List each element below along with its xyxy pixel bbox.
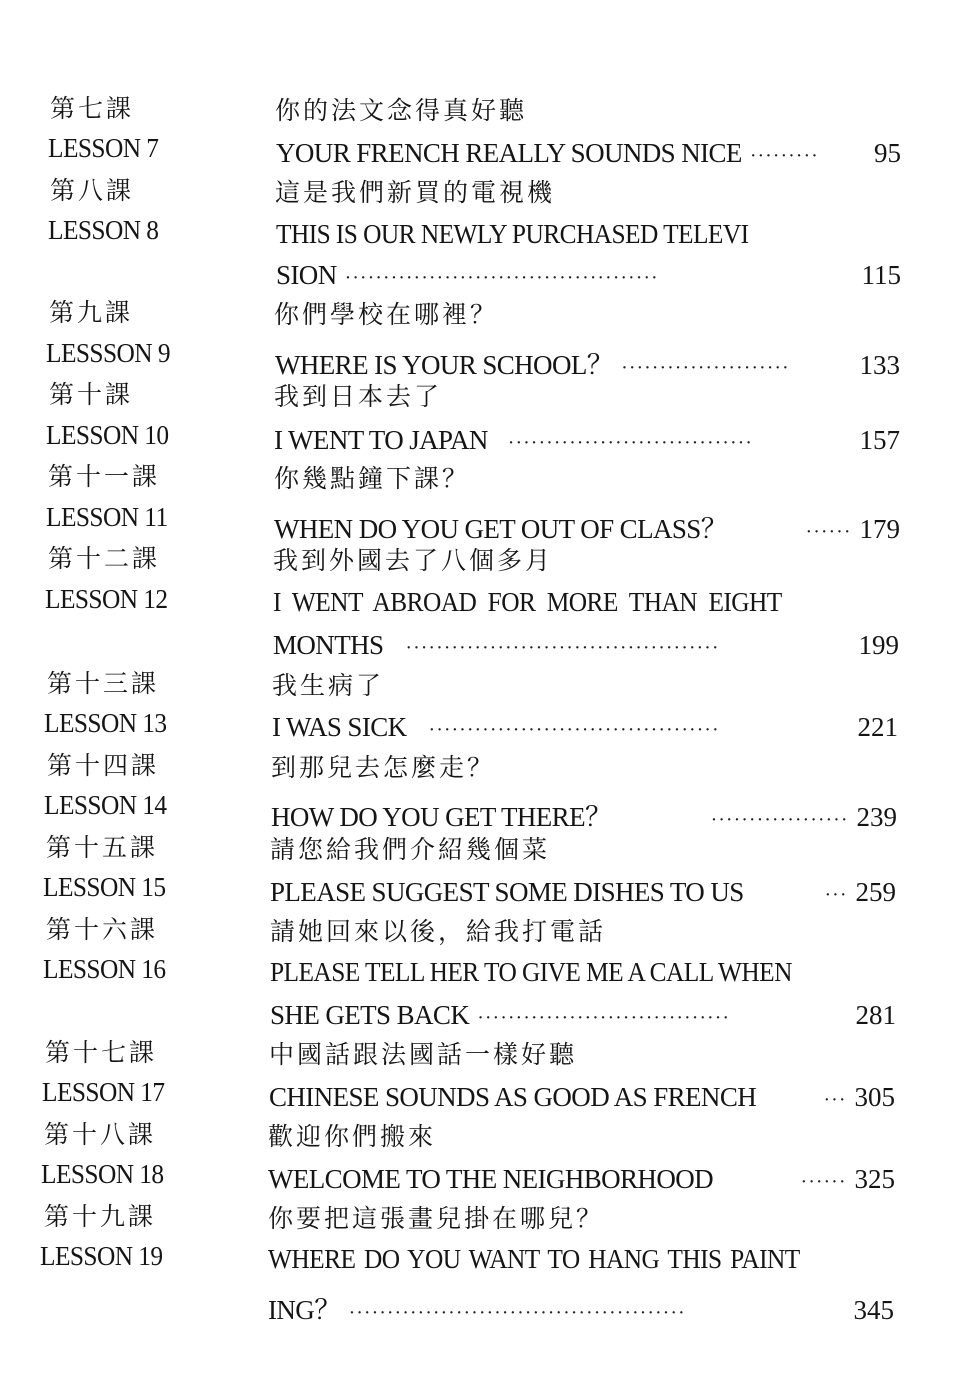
leader-dots: ······································ — [428, 719, 720, 741]
leader-dots: ······ — [800, 1171, 847, 1193]
lesson-cn-label: 第十九課 — [44, 1202, 157, 1231]
toc-entry-row[interactable] — [274, 507, 900, 546]
lesson-en-label: LESSON 15 — [43, 872, 166, 902]
leader-dots: ··· — [823, 1089, 847, 1111]
page-number: 133 — [859, 350, 900, 380]
lesson-cn-title: 歡迎你們搬來 — [268, 1122, 437, 1151]
lesson-en-label: LESSON 18 — [41, 1159, 164, 1189]
lesson-en-title: PLEASE SUGGEST SOME DISHES TO US — [270, 877, 744, 907]
lesson-en-title: I WENT TO JAPAN — [274, 425, 488, 455]
leader-dots: ··· — [824, 884, 848, 906]
lesson-en-title: CHINESE SOUNDS AS GOOD AS FRENCH — [269, 1082, 757, 1112]
lesson-cn-label: 第十四課 — [47, 751, 160, 780]
leader-dots: ································· — [477, 1007, 731, 1029]
page-number: 95 — [874, 138, 901, 168]
page-number: 157 — [859, 425, 900, 455]
leader-dots: ········································· — [405, 637, 720, 659]
lesson-en-label: LESSON 7 — [48, 133, 159, 163]
lesson-en-title: WELCOME TO THE NEIGHBORHOOD — [268, 1164, 714, 1194]
toc-entry-row[interactable] — [270, 1000, 896, 1031]
page-number: 221 — [857, 712, 898, 742]
lesson-cn-title: 請她回來以後，給我打電話 — [270, 917, 607, 946]
lesson-en-title: PLEASE TELL HER TO GIVE ME A CALL WHEN — [270, 957, 792, 987]
lesson-cn-label: 第十課 — [49, 380, 134, 409]
lesson-cn-label: 第十五課 — [46, 833, 159, 862]
lesson-cn-title: 你要把這張畫兒掛在哪兒？ — [268, 1204, 605, 1233]
lesson-cn-title: 你們學校在哪裡？ — [274, 300, 499, 329]
lesson-cn-title: 我到日本去了 — [274, 382, 443, 411]
lesson-cn-title: 我到外國去了八個多月 — [273, 546, 554, 575]
page-number: 345 — [853, 1295, 894, 1325]
lesson-cn-label: 第十二課 — [48, 544, 161, 573]
lesson-en-label: LESSON 14 — [44, 790, 167, 820]
lesson-en-title: WHEN DO YOU GET OUT OF CLASS？ — [274, 514, 728, 544]
leader-dots: ································ — [507, 432, 753, 454]
toc-entry-row[interactable] — [276, 260, 901, 291]
toc-entry-row[interactable] — [269, 1082, 895, 1113]
lesson-en-label: LESSON 10 — [46, 420, 169, 450]
page-number: 115 — [861, 260, 901, 290]
toc-entry-row[interactable] — [268, 1164, 895, 1195]
lesson-cn-label: 第十六課 — [46, 915, 159, 944]
lesson-en-title: I WAS SICK — [272, 712, 407, 742]
toc-entry-row[interactable] — [268, 1288, 894, 1327]
lesson-cn-title: 我生病了 — [272, 671, 385, 700]
lesson-cn-label: 第十一課 — [48, 462, 161, 491]
page-number: 179 — [859, 514, 900, 544]
lesson-cn-title: 這是我們新買的電視機 — [275, 178, 556, 207]
lesson-en-label: LESSON 11 — [46, 502, 168, 532]
lesson-cn-title: 中國話跟法國話一樣好聽 — [269, 1040, 578, 1069]
toc-entry-row[interactable] — [273, 630, 899, 661]
lesson-en-title-cont: MONTHS — [273, 630, 384, 660]
lesson-en-label: LESSON 13 — [44, 708, 167, 738]
lesson-cn-title: 你的法文念得真好聽 — [275, 96, 528, 125]
lesson-cn-title: 你幾點鐘下課？ — [274, 464, 471, 493]
leader-dots: ········································· — [344, 267, 659, 289]
lesson-en-label: LESSON 8 — [48, 215, 159, 245]
page-number: 325 — [854, 1164, 895, 1194]
lesson-en-label: LESSON 12 — [45, 584, 168, 614]
lesson-en-title: WHERE DO YOU WANT TO HANG THIS PAINT — [268, 1244, 800, 1274]
leader-dots: ············································ — [348, 1302, 686, 1324]
lesson-cn-label: 第九課 — [49, 298, 134, 327]
leader-dots: ······ — [805, 521, 852, 543]
lesson-en-title: WHERE IS YOUR SCHOOL？ — [275, 350, 614, 380]
lesson-en-label: LESSON 16 — [43, 954, 166, 984]
page-number: 281 — [855, 1000, 896, 1030]
toc-entry-row[interactable] — [276, 138, 901, 169]
toc-entry-row[interactable] — [275, 343, 900, 382]
lesson-cn-title: 到那兒去怎麼走？ — [271, 753, 496, 782]
page-number: 199 — [858, 630, 899, 660]
leader-dots: ········· — [749, 145, 819, 167]
toc-entry-row[interactable] — [271, 795, 897, 834]
leader-dots: ·················· — [710, 809, 849, 831]
toc-entry-row[interactable] — [270, 877, 896, 908]
lesson-en-title: YOUR FRENCH REALLY SOUNDS NICE — [276, 138, 742, 168]
lesson-en-title-cont: SION — [276, 260, 337, 290]
page-number: 239 — [856, 802, 897, 832]
lesson-en-title-cont: SHE GETS BACK — [270, 1000, 470, 1030]
lesson-en-title-cont: ING？ — [268, 1295, 341, 1325]
lesson-en-title: HOW DO YOU GET THERE？ — [271, 802, 612, 832]
lesson-cn-title: 請您給我們介紹幾個菜 — [270, 835, 551, 864]
lesson-cn-label: 第十七課 — [45, 1038, 158, 1067]
lesson-en-title: THIS IS OUR NEWLY PURCHASED TELEVI — [276, 219, 749, 249]
lesson-cn-label: 第七課 — [50, 94, 135, 123]
lesson-en-label: LESSON 17 — [42, 1077, 165, 1107]
lesson-en-label: LESSON 19 — [40, 1241, 163, 1271]
toc-entry-row[interactable] — [272, 712, 898, 743]
lesson-cn-label: 第十三課 — [47, 669, 160, 698]
lesson-en-label: LESSSON 9 — [46, 338, 170, 368]
lesson-en-title: I WENT ABROAD FOR MORE THAN EIGHT — [273, 587, 782, 617]
page-number: 259 — [855, 877, 896, 907]
leader-dots: ······················ — [621, 357, 790, 379]
page-number: 305 — [854, 1082, 895, 1112]
lesson-cn-label: 第十八課 — [44, 1120, 157, 1149]
lesson-cn-label: 第八課 — [50, 176, 135, 205]
toc-entry-row[interactable] — [274, 425, 900, 456]
